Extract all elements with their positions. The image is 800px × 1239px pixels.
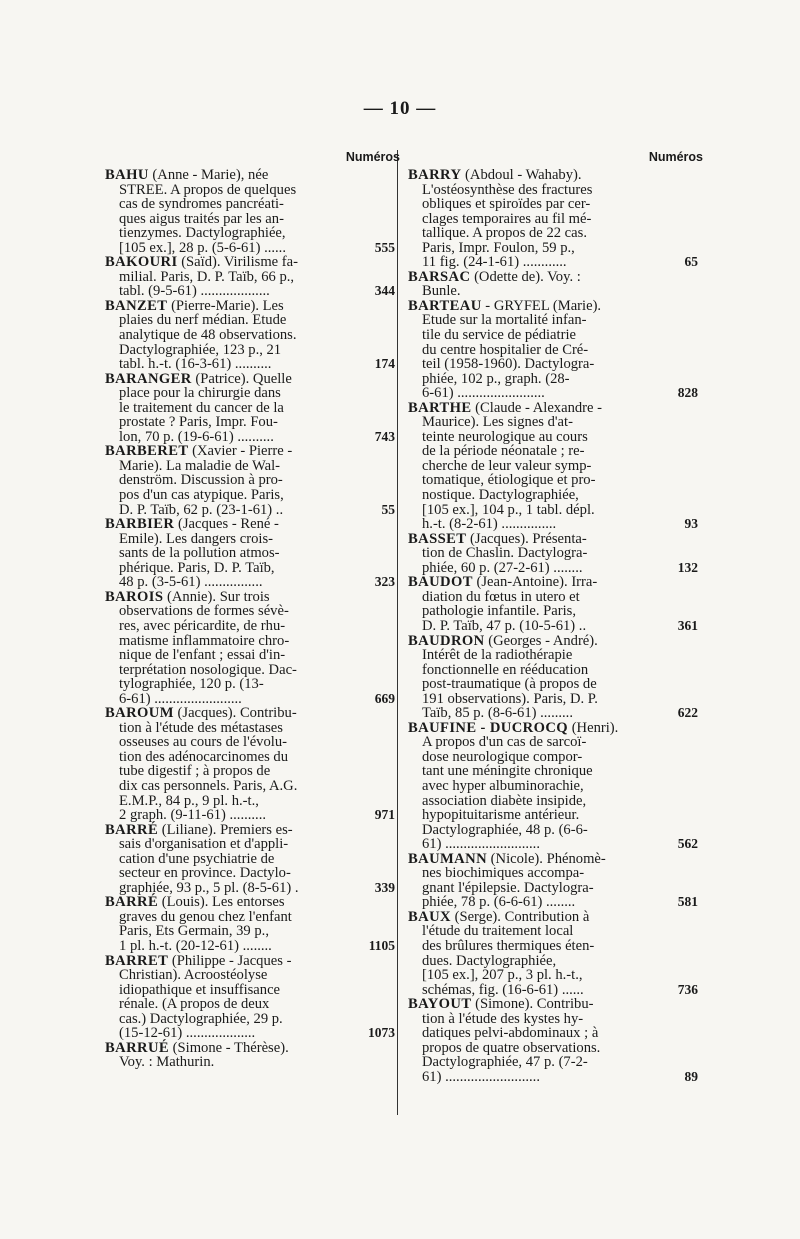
entry-list <box>105 168 395 1070</box>
author-forenames: (Jean-Antoine). Irra- <box>472 574 598 591</box>
entry-line: denström. Discussion à pro- <box>119 472 283 489</box>
entry-line: pathologie infantile. Paris, <box>422 603 577 620</box>
author-surname: BAHU <box>105 167 149 183</box>
index-entry <box>105 255 395 299</box>
author-surname: BARBERET <box>105 443 189 460</box>
entry-line: 2 graph. (9-11-61) .......... <box>119 807 266 824</box>
entry-line: tabl. h.-t. (16-3-61) .......... <box>119 356 272 373</box>
author-forenames: (Annie). Sur trois <box>163 588 270 605</box>
entry-line: avec hyper albuminorachie, <box>422 777 584 794</box>
entry-line: Paris, Impr. Foulon, 59 p., <box>422 239 575 256</box>
entry-line: du centre hospitalier de Cré- <box>422 341 589 358</box>
entry-line: E.M.P., 84 p., 9 pl. h.-t., <box>119 792 259 809</box>
author-surname: BARTHE <box>408 399 472 416</box>
entry-line: Christian). Acroostéolyse <box>119 967 268 984</box>
entry-number: 736 <box>677 981 698 997</box>
entry-line: 61) .......................... <box>422 836 540 853</box>
entry-line: tion à l'étude des kystes hy- <box>422 1010 584 1027</box>
entry-heading <box>105 895 351 910</box>
author-surname: BARTEAU <box>408 297 482 314</box>
author-surname: BAUMANN <box>408 850 488 867</box>
author-forenames: (Simone). Contribu- <box>471 996 594 1013</box>
author-surname: BARRÉ <box>105 821 159 838</box>
entry-line: cas de syndromes pancréati- <box>119 196 284 213</box>
entry-heading <box>408 910 654 925</box>
index-entry <box>408 401 698 532</box>
entry-line: milial. Paris, D. P. Taïb, 66 p., <box>119 268 295 285</box>
author-surname: BAUDOT <box>408 574 473 591</box>
entry-line: tube digestif ; à propos de <box>119 763 271 780</box>
entry-line: place pour la chirurgie dans <box>119 385 281 402</box>
entry-line: tabl. (9-5-61) ................... <box>119 283 270 300</box>
entry-heading <box>105 706 351 721</box>
entry-line: nes biochimiques accompa- <box>422 865 585 882</box>
author-forenames: (Henri). <box>568 719 619 736</box>
author-forenames: (Pierre-Marie). Les <box>167 297 284 314</box>
index-entry <box>408 270 698 299</box>
entry-line: tile du service de pédiatrie <box>422 327 576 344</box>
entry-line: tienzymes. Dactylographiée, <box>119 225 286 242</box>
index-entry <box>408 168 698 270</box>
entry-line: phiée, 78 p. (6-6-61) ........ <box>422 894 576 911</box>
entry-line: rénale. (A propos de deux <box>119 996 270 1013</box>
entry-heading <box>408 299 654 314</box>
entry-number: 1073 <box>368 1025 395 1041</box>
entry-line: 191 observations). Paris, D. P. <box>422 690 598 707</box>
entry-number: 562 <box>677 836 698 852</box>
entry-line: STREE. A propos de quelques <box>119 181 297 198</box>
entry-line: matisme inflammatoire chro- <box>119 632 290 649</box>
index-entry <box>105 954 395 1041</box>
author-forenames: (Louis). Les entorses <box>158 894 285 911</box>
entry-line: diation du fœtus in utero et <box>422 588 580 605</box>
entry-line: sais d'organisation et d'appli- <box>119 836 289 853</box>
entry-line: hypopituitarisme antérieur. <box>422 807 580 824</box>
entry-heading <box>408 575 654 590</box>
entry-line: Paris, Ets Germain, 39 p., <box>119 923 269 940</box>
entry-line: [105 ex.], 207 p., 3 pl. h.-t., <box>422 967 583 984</box>
entry-heading <box>408 168 654 183</box>
author-surname: BARRÉ <box>105 894 159 911</box>
author-forenames: (Liliane). Premiers es- <box>158 821 293 838</box>
entry-line: des brûlures thermiques éten- <box>422 937 595 954</box>
entry-number: 65 <box>684 254 698 270</box>
author-surname: BAUFINE - DUCROCQ <box>408 719 569 736</box>
entry-line: nique de l'enfant ; essai d'in- <box>119 647 286 664</box>
author-surname: BAUX <box>408 908 451 925</box>
entry-line: 11 fig. (24-1-61) ............ <box>422 254 567 271</box>
author-surname: BAYOUT <box>408 996 472 1013</box>
author-surname: BAUDRON <box>408 632 485 649</box>
entry-line: Bunle. <box>422 283 461 300</box>
entry-line: 6-61) ........................ <box>422 385 545 402</box>
entry-line: h.-t. (8-2-61) ............... <box>422 516 557 533</box>
entry-line: cation d'une psychiatrie de <box>119 850 275 867</box>
author-surname: BAKOURI <box>105 254 178 271</box>
entry-line: teil (1958-1960). Dactylogra- <box>422 356 595 373</box>
entry-line: association diabète insipide, <box>422 792 587 809</box>
author-forenames: (Odette de). Voy. : <box>470 268 581 285</box>
entry-heading <box>408 532 654 547</box>
author-surname: BARRY <box>408 167 462 183</box>
entry-line: 6-61) ........................ <box>119 690 242 707</box>
entry-line: datiques pelvi-abdominaux ; à <box>422 1025 599 1042</box>
entry-heading <box>408 634 654 649</box>
entry-line: clages temporaires au fil mé- <box>422 210 592 227</box>
entry-heading <box>105 517 351 532</box>
entry-number: 132 <box>677 559 698 575</box>
entry-line: L'ostéosynthèse des fractures <box>422 181 593 198</box>
entry-number: 361 <box>677 617 698 633</box>
author-forenames: (Saïd). Virilisme fa- <box>177 254 298 271</box>
entry-line: prostate ? Paris, Impr. Fou- <box>119 414 278 431</box>
entry-line: tion des adénocarcinomes du <box>119 748 288 765</box>
entry-line: dues. Dactylographiée, <box>422 952 557 969</box>
column-divider <box>397 150 398 1115</box>
entry-line: A propos d'un cas de sarcoï- <box>422 734 587 751</box>
author-surname: BANZET <box>105 297 168 314</box>
entry-line: Taïb, 85 p. (8-6-61) ......... <box>422 705 573 722</box>
entry-line: Marie). La maladie de Wal- <box>119 457 281 474</box>
column-header: Numéros <box>648 150 703 164</box>
entry-line: phiée, 60 p. (27-2-61) ........ <box>422 559 583 576</box>
index-entry <box>408 721 698 852</box>
author-forenames: (Patrice). Quelle <box>191 370 292 387</box>
entry-line: Maurice). Les signes d'at- <box>422 414 573 431</box>
entry-line: phérique. Paris, D. P. Taïb, <box>119 559 275 576</box>
author-surname: BAROIS <box>105 588 164 605</box>
entry-number: 1105 <box>368 937 395 953</box>
entry-number: 344 <box>374 283 395 299</box>
entry-line: ques aigus traités par les an- <box>119 210 284 227</box>
entry-line: observations de formes sévè- <box>119 603 289 620</box>
author-forenames: (Jacques - René - <box>174 516 279 533</box>
author-forenames: (Jacques). Contribu- <box>173 705 297 722</box>
entry-heading <box>105 372 351 387</box>
entry-line: l'étude du traitement local <box>422 923 574 940</box>
index-entry <box>105 372 395 445</box>
entry-heading <box>105 590 351 605</box>
index-entry <box>408 852 698 910</box>
entry-line: obliques et spiroïdes par cer- <box>422 196 591 213</box>
entry-heading <box>105 299 351 314</box>
entry-line: plaies du nerf médian. Etude <box>119 312 287 329</box>
entry-line: gnant l'épilepsie. Dactylogra- <box>422 879 594 896</box>
entry-line: dix cas personnels. Paris, A.G. <box>119 777 298 794</box>
entry-heading <box>105 168 351 183</box>
entry-line: nostique. Dactylographiée, <box>422 487 579 504</box>
index-entry <box>105 706 395 822</box>
index-entry <box>105 895 395 953</box>
index-entry <box>105 590 395 706</box>
left-column <box>105 150 400 1071</box>
index-entry <box>408 299 698 401</box>
entry-line: graves du genou chez l'enfant <box>119 908 292 925</box>
entry-line: dose neurologique compor- <box>422 748 583 765</box>
entry-line: Dactylographiée, 47 p. (7-2- <box>422 1054 588 1071</box>
index-entry <box>105 444 395 517</box>
index-entry <box>105 1041 395 1070</box>
entry-line: propos de quatre observations. <box>422 1039 601 1056</box>
entry-heading <box>408 721 654 736</box>
author-surname: BASSET <box>408 530 467 547</box>
entry-line: osseuses au cours de l'évolu- <box>119 734 287 751</box>
entry-line: phiée, 102 p., graph. (28- <box>422 370 570 387</box>
entry-line: 1 pl. h.-t. (20-12-61) ........ <box>119 937 272 954</box>
entry-line: le traitement du cancer de la <box>119 399 284 416</box>
entry-line: Emile). Les dangers crois- <box>119 530 273 547</box>
entry-number: 669 <box>374 690 395 706</box>
page-number: — 10 — <box>363 98 437 119</box>
author-forenames: (Philippe - Jacques - <box>168 952 292 969</box>
author-forenames: (Xavier - Pierre - <box>188 443 293 460</box>
entry-line: 48 p. (3-5-61) ................ <box>119 574 263 591</box>
author-surname: BARSAC <box>408 268 471 285</box>
right-column <box>408 150 703 1085</box>
entry-line: Voy. : Mathurin. <box>119 1054 215 1071</box>
author-forenames: (Claude - Alexandre - <box>471 399 603 416</box>
entry-line: sants de la pollution atmos- <box>119 545 280 562</box>
entry-line: teinte neurologique au cours <box>422 428 588 445</box>
entry-line: 61) .......................... <box>422 1068 540 1085</box>
entry-heading <box>408 270 654 285</box>
entry-line: post-traumatique (à propos de <box>422 676 597 693</box>
index-entry <box>408 575 698 633</box>
author-forenames: (Georges - André). <box>484 632 598 649</box>
entry-line: idiopathique et insuffisance <box>119 981 281 998</box>
index-entry <box>105 168 395 255</box>
entry-line: cherche de leur valeur symp- <box>422 457 592 474</box>
entry-line: Intérêt de la radiothérapie <box>422 647 573 664</box>
entry-number: 581 <box>677 894 698 910</box>
entry-line: tomatique, étiologique et pro- <box>422 472 596 489</box>
author-surname: BARRUÉ <box>105 1039 170 1056</box>
entry-number: 174 <box>374 356 395 372</box>
author-surname: BARBIER <box>105 516 175 533</box>
entry-heading <box>105 1041 351 1056</box>
entry-line: tion de Chaslin. Dactylogra- <box>422 545 588 562</box>
entry-line: pos d'un cas atypique. Paris, <box>119 487 284 504</box>
entry-line: D. P. Taïb, 47 p. (10-5-61) .. <box>422 617 587 634</box>
entry-line: de la période néonatale ; re- <box>422 443 585 460</box>
entry-line: Dactylographiée, 48 p. (6-6- <box>422 821 588 838</box>
entry-number: 555 <box>374 239 395 255</box>
author-forenames: (Nicole). Phénomè- <box>487 850 606 867</box>
entry-line: analytique de 48 observations. <box>119 327 297 344</box>
entry-heading <box>408 852 654 867</box>
entry-line: terprétation nosologique. Dac- <box>119 661 297 678</box>
entry-line: lon, 70 p. (19-6-61) .......... <box>119 428 274 445</box>
author-forenames: (Jacques). Présenta- <box>466 530 587 547</box>
entry-heading <box>105 954 351 969</box>
entry-heading <box>408 401 654 416</box>
entry-line: [105 ex.], 28 p. (5-6-61) ...... <box>119 239 286 256</box>
entry-line: tion à l'étude des métastases <box>119 719 283 736</box>
entry-line: (15-12-61) ................... <box>119 1025 256 1042</box>
column-header: Numéros <box>345 150 400 164</box>
entry-heading <box>105 444 351 459</box>
entry-line: tant une méningite chronique <box>422 763 593 780</box>
entry-line: cas.) Dactylographiée, 29 p. <box>119 1010 283 1027</box>
index-entry <box>408 532 698 576</box>
index-entry <box>105 299 395 372</box>
entry-number: 93 <box>684 516 698 532</box>
entry-line: Dactylographiée, 123 p., 21 <box>119 341 282 358</box>
index-entry <box>105 517 395 590</box>
index-entry <box>408 910 698 997</box>
entry-line: fonctionnelle en rééducation <box>422 661 589 678</box>
entry-line: Etude sur la mortalité infan- <box>422 312 587 329</box>
entry-heading <box>105 823 351 838</box>
entry-line: tallique. A propos de 22 cas. <box>422 225 587 242</box>
author-forenames: (Abdoul - Wahaby). <box>461 167 582 183</box>
entry-line: [105 ex.], 104 p., 1 tabl. dépl. <box>422 501 595 518</box>
entry-number: 971 <box>374 807 395 823</box>
author-surname: BARANGER <box>105 370 192 387</box>
author-forenames: (Serge). Contribution à <box>450 908 590 925</box>
author-surname: BAROUM <box>105 705 174 722</box>
entry-list <box>408 168 698 1084</box>
author-forenames: (Simone - Thérèse). <box>169 1039 289 1056</box>
entry-line: schémas, fig. (16-6-61) ...... <box>422 981 584 998</box>
index-entry <box>408 634 698 721</box>
entry-number: 339 <box>374 879 395 895</box>
entry-line: secteur en province. Dactylo- <box>119 865 291 882</box>
entry-heading <box>105 255 351 270</box>
entry-number: 828 <box>677 385 698 401</box>
entry-line: D. P. Taïb, 62 p. (23-1-61) .. <box>119 501 284 518</box>
entry-number: 622 <box>677 705 698 721</box>
author-forenames: (Anne - Marie), née <box>148 167 269 183</box>
entry-number: 55 <box>381 501 395 517</box>
index-entry <box>105 823 395 896</box>
entry-number: 743 <box>374 428 395 444</box>
entry-number: 323 <box>374 574 395 590</box>
entry-line: res, avec péricardite, de rhu- <box>119 617 286 634</box>
entry-number: 89 <box>684 1068 698 1084</box>
entry-heading <box>408 997 654 1012</box>
index-entry <box>408 997 698 1084</box>
entry-line: tylographiée, 120 p. (13- <box>119 676 264 693</box>
entry-line: graphiée, 93 p., 5 pl. (8-5-61) . <box>119 879 299 896</box>
author-forenames: - GRYFEL (Marie). <box>481 297 602 314</box>
author-surname: BARRET <box>105 952 169 969</box>
